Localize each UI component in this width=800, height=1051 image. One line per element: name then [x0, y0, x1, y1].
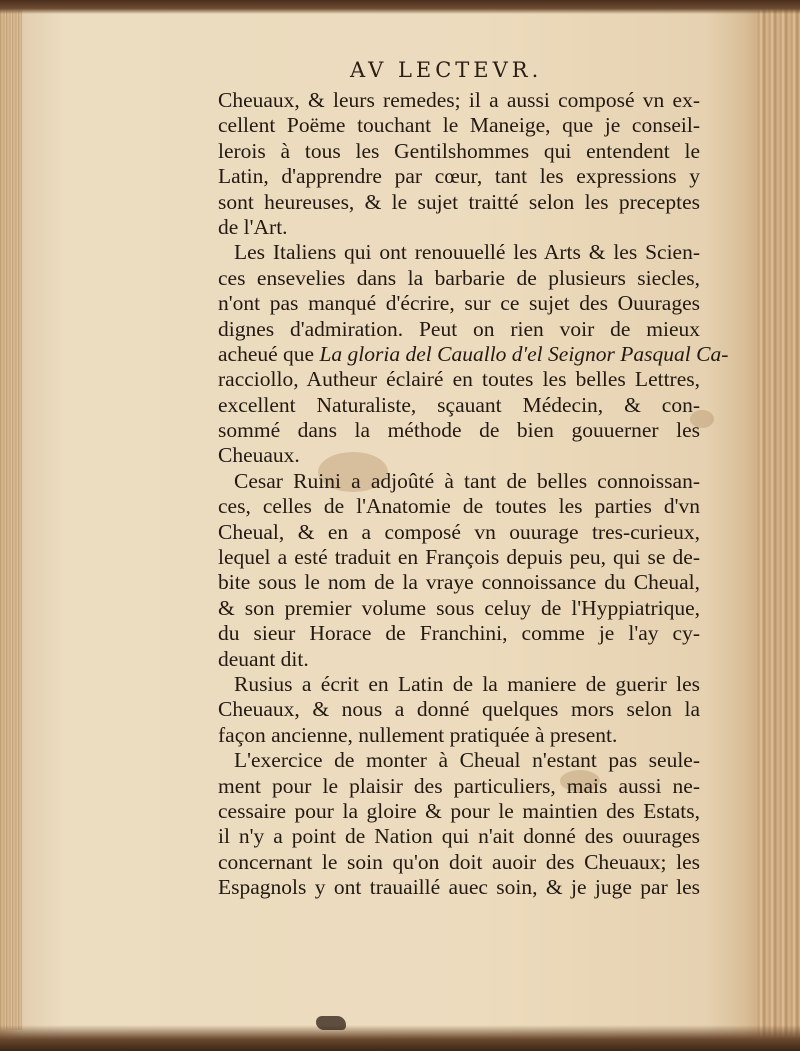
text-line: Cheuaux.	[218, 443, 300, 468]
text-line: cessaire pour la gloire & pour le maintien des Estats,	[218, 798, 700, 823]
top-shadow	[0, 0, 800, 14]
text-line: sont heureuses, & le sujet traitté selon les preceptes	[218, 189, 700, 214]
body-text	[218, 88, 729, 901]
text-line: Rusius a écrit en Latin de la maniere de guerir les	[234, 671, 700, 696]
text-line: façon ancienne, nullement pratiquée à present.	[218, 722, 618, 747]
ink-blot	[316, 1016, 346, 1030]
text-line: lequel a esté traduit en François depuis peu, qui se de-	[218, 545, 700, 570]
text-line: bite sous le nom de la vraye connoissance du Cheual,	[218, 570, 700, 595]
bottom-shadow	[0, 1025, 800, 1051]
text-line: Cesar Ruini a adjoûté à tant de belles connoissan-	[234, 468, 700, 493]
running-header: AV LECTEVR.	[350, 58, 543, 82]
text-line: L'exercice de monter à Cheual n'estant pas seule-	[234, 748, 700, 773]
text-line: Les Italiens qui ont renouuellé les Arts & les Scien-	[234, 240, 700, 265]
text-line: ces ensevelies dans la barbarie de plusieurs siecles,	[218, 265, 700, 290]
text-line: ment pour le plaisir des particuliers, mais aussi ne-	[218, 773, 700, 798]
text-line: concernant le soin qu'on doit auoir des Cheuaux; les	[218, 849, 700, 874]
page-edge	[756, 8, 800, 1038]
text-line: Espagnols y ont trauaillé auec soin, & je juge par les	[218, 875, 700, 900]
text-line: du sieur Horace de Franchini, comme je l'ay cy-	[218, 621, 700, 646]
text-line: n'ont pas manqué d'écrire, sur ce sujet des Ouurages	[218, 291, 700, 316]
text-line: de l'Art.	[218, 214, 288, 239]
book-title: La gloria del Cauallo d'el Seignor Pasqual Ca-	[319, 341, 729, 366]
text-line: sommé dans la méthode de bien gouuerner les	[218, 418, 700, 443]
text-line: racciollo, Autheur éclairé en toutes les belles Lettres,	[218, 367, 700, 392]
text-line: & son premier volume sous celuy de l'Hyppiatrique,	[218, 595, 700, 620]
text-line: Cheuaux, & leurs remedes; il a aussi composé vn ex-	[218, 88, 700, 112]
text-line: ces, celles de l'Anatomie de toutes les parties d'vn	[218, 494, 700, 519]
text-line: il n'y a point de Nation qui n'ait donné des ouurages	[218, 824, 700, 849]
text-line: dignes d'admiration. Peut on rien voir de mieux	[218, 316, 700, 341]
text-line: Latin, d'apprendre par cœur, tant les expressions y	[218, 164, 700, 189]
text-line: Cheual, & en a composé vn ouurage tres-curieux,	[218, 519, 700, 544]
text-line: Cheuaux, & nous a donné quelques mors selon la	[218, 697, 700, 722]
text-line: excellent Naturaliste, sçauant Médecin, & con-	[218, 392, 700, 417]
text-line-with-title	[218, 341, 729, 367]
text-line: lerois à tous les Gentilshommes qui entendent le	[218, 138, 700, 163]
text-line: cellent Poëme touchant le Maneige, que je conseil-	[218, 113, 700, 138]
text-fragment: acheué que	[218, 341, 315, 366]
binding-gutter	[0, 10, 22, 1030]
text-line: deuant dit.	[218, 646, 309, 671]
